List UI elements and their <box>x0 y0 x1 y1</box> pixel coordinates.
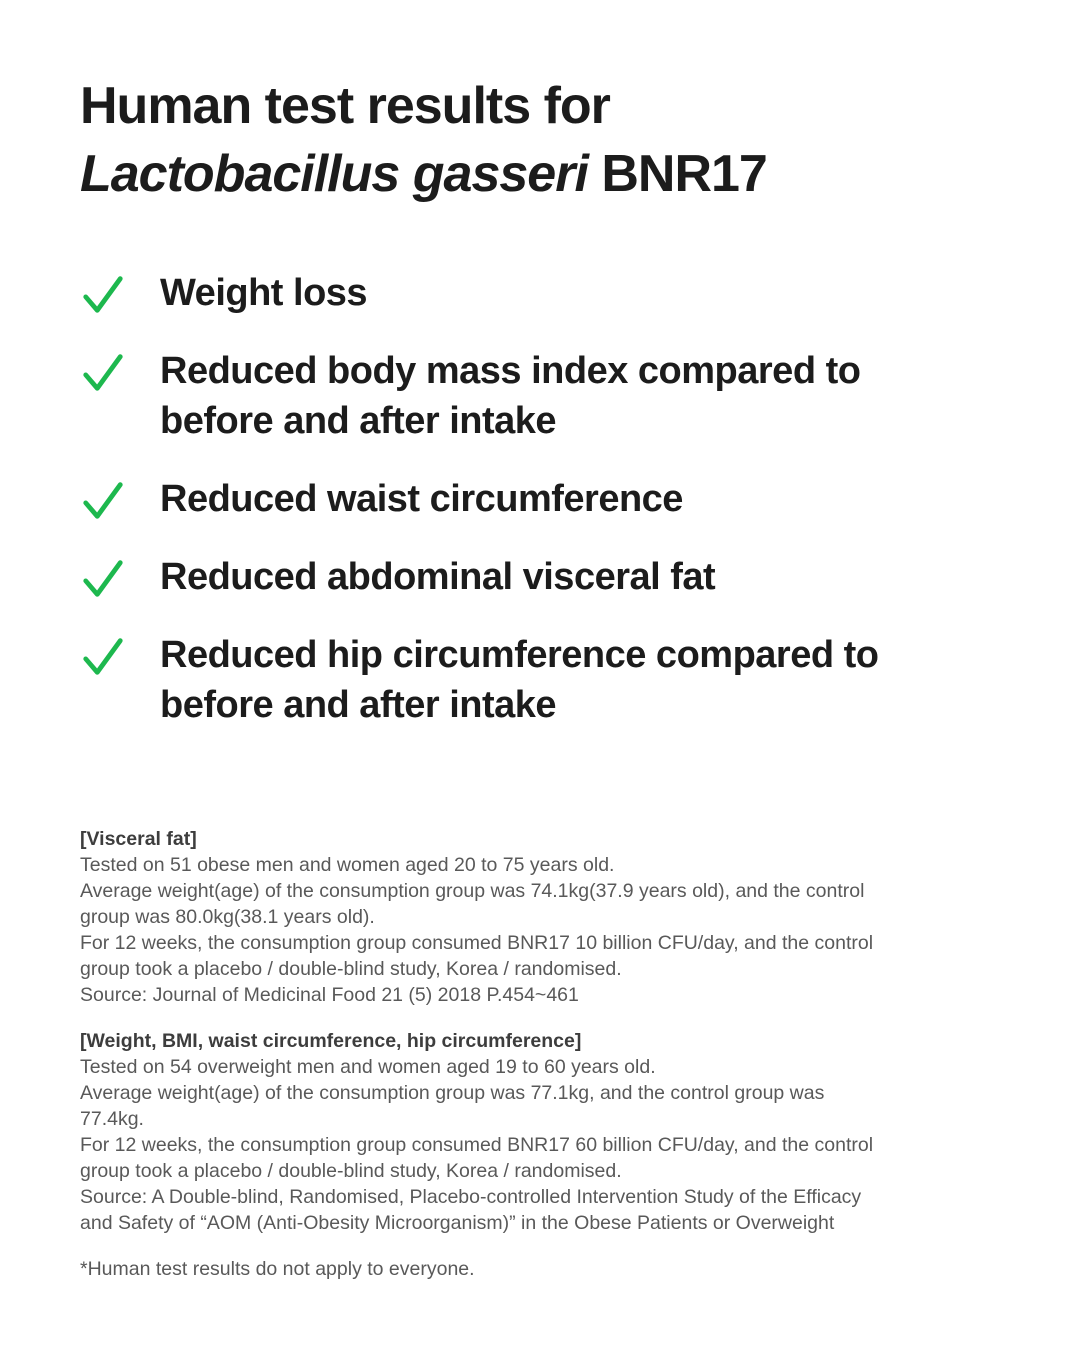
checklist-item-line: before and after intake <box>160 400 557 442</box>
checklist-item <box>80 474 878 524</box>
checklist-item-line: before and after intake <box>160 684 557 726</box>
checklist-item-line: Reduced hip circumference compared to <box>160 634 879 676</box>
study-section-line: Average weight(age) of the consumption group was 77.1kg, and the control group was <box>80 1082 825 1104</box>
benefits-checklist <box>80 268 878 758</box>
study-section-line: For 12 weeks, the consumption group consumed BNR17 60 billion CFU/day, and the control <box>80 1134 874 1156</box>
study-section-line: Average weight(age) of the consumption group was 74.1kg(37.9 years old), and the control <box>80 880 865 902</box>
study-section-line: group took a placebo / double-blind study, Korea / randomised. <box>80 1160 622 1182</box>
study-section-header: [Weight, BMI, waist circumference, hip circumference] <box>80 1030 582 1052</box>
study-section-body <box>80 852 960 1008</box>
study-sections <box>80 826 960 1236</box>
title-line-1: Human test results for <box>80 77 610 135</box>
checklist-item-text <box>160 474 683 524</box>
title-line-2 <box>80 140 767 208</box>
check-icon <box>80 271 126 317</box>
checklist-item <box>80 346 878 446</box>
check-icon <box>80 349 126 395</box>
check-icon <box>80 633 126 679</box>
check-icon <box>80 555 126 601</box>
study-section-line: group was 80.0kg(38.1 years old). <box>80 906 375 928</box>
checklist-item <box>80 268 878 318</box>
page-title <box>80 72 767 208</box>
checklist-item-text <box>160 346 860 446</box>
study-section-line: Tested on 54 overweight men and women aged 19 to 60 years old. <box>80 1056 656 1078</box>
study-section-line: Tested on 51 obese men and women aged 20 to 75 years old. <box>80 854 615 876</box>
title-species-name: Lactobacillus gasseri <box>80 145 588 203</box>
checklist-item <box>80 552 878 602</box>
study-section-line: For 12 weeks, the consumption group consumed BNR17 10 billion CFU/day, and the control <box>80 932 874 954</box>
study-section <box>80 826 960 1008</box>
study-section-line: Source: A Double-blind, Randomised, Placebo-controlled Intervention Study of the Efficacy <box>80 1186 862 1208</box>
study-section-line: 77.4kg. <box>80 1108 144 1130</box>
checklist-item-line: Reduced abdominal visceral fat <box>160 556 716 598</box>
study-section-line: Source: Journal of Medicinal Food 21 (5) 2018 P.454~461 <box>80 984 579 1006</box>
disclaimer-note: *Human test results do not apply to everyone. <box>80 1258 475 1280</box>
checklist-item-text <box>160 630 878 730</box>
checklist-item-line: Weight loss <box>160 272 368 314</box>
study-section-header: [Visceral fat] <box>80 828 197 850</box>
title-strain-code: BNR17 <box>601 145 767 203</box>
checklist-item-text <box>160 268 367 318</box>
study-section-line: and Safety of “AOM (Anti-Obesity Microorganism)” in the Obese Patients or Overweight <box>80 1212 835 1234</box>
checklist-item-text <box>160 552 715 602</box>
check-icon <box>80 477 126 523</box>
study-section-line: group took a placebo / double-blind study, Korea / randomised. <box>80 958 622 980</box>
study-section-body <box>80 1054 960 1236</box>
checklist-item-line: Reduced waist circumference <box>160 478 683 520</box>
study-section <box>80 1028 960 1236</box>
checklist-item <box>80 630 878 730</box>
study-details <box>80 826 960 1282</box>
checklist-item-line: Reduced body mass index compared to <box>160 350 861 392</box>
